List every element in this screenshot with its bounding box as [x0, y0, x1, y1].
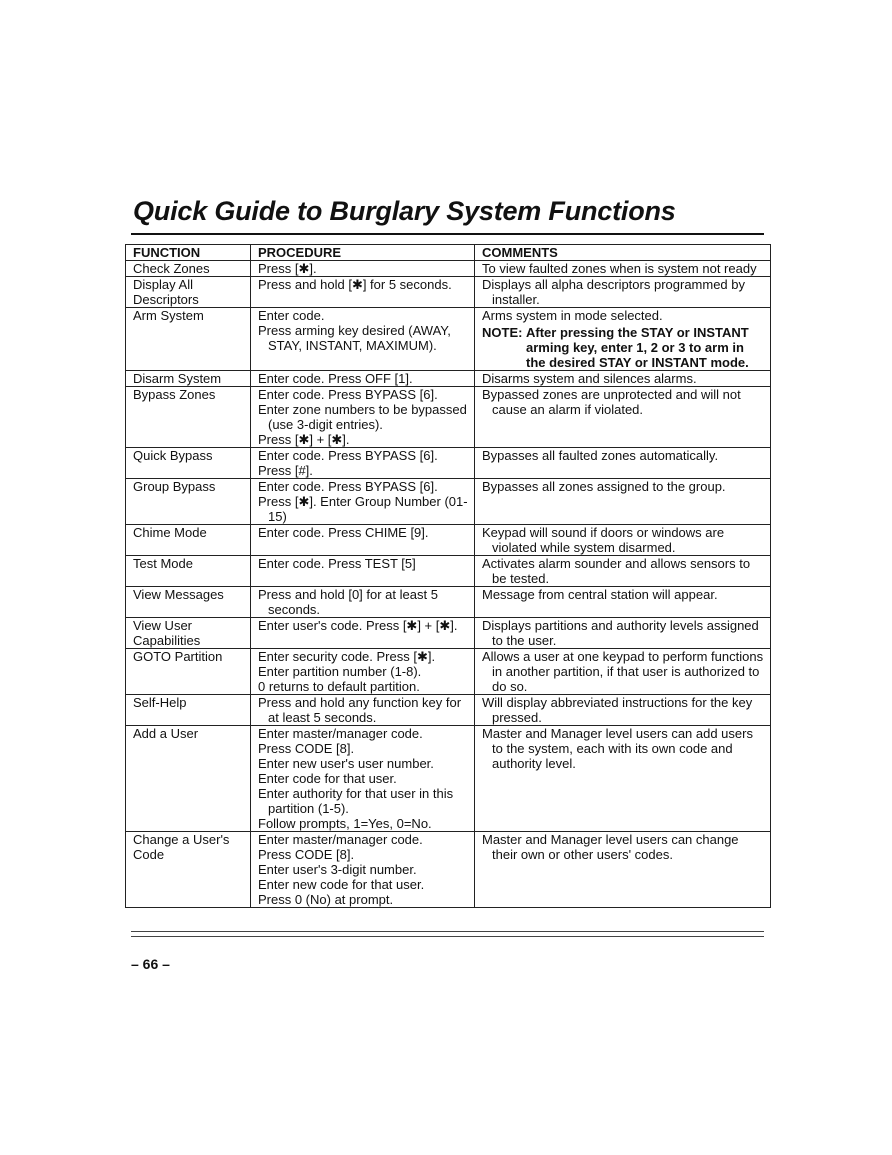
procedure-cell: [251, 261, 475, 277]
procedure-line: Enter code. Press BYPASS [6].: [258, 479, 438, 494]
procedure-cell: [251, 587, 475, 618]
function-cell: [126, 618, 251, 649]
comments-cell: [475, 479, 771, 525]
procedure-cell: [251, 556, 475, 587]
function-line: Code: [133, 847, 165, 862]
header-comments: COMMENTS: [475, 245, 771, 261]
comments-line: Activates alarm sounder and allows sensors to be tested.: [482, 556, 751, 586]
comments-line: To view faulted zones when is system not ready: [482, 261, 757, 276]
procedure-line: Enter code for that user.: [258, 771, 397, 786]
procedure-cell: [251, 525, 475, 556]
table-row: [126, 371, 771, 387]
comments-line: Bypassed zones are unprotected and will not cause an alarm if violated.: [482, 387, 741, 417]
function-line: Arm System: [133, 308, 204, 323]
note-line: After pressing the STAY or INSTANT: [526, 325, 749, 340]
function-cell: [126, 832, 251, 908]
note: [482, 325, 764, 370]
function-line: Change a User's: [133, 832, 230, 847]
procedure-cell: [251, 618, 475, 649]
procedure-line: Enter master/manager code.: [258, 726, 423, 741]
function-line: View User: [133, 618, 193, 633]
procedure-line: Press and hold [✱] for 5 seconds.: [258, 277, 452, 292]
comments-cell: [475, 308, 771, 371]
function-cell: [126, 261, 251, 277]
procedure-line: Enter security code. Press [✱].: [258, 649, 436, 664]
function-line: Descriptors: [133, 292, 199, 307]
procedure-line: Follow prompts, 1=Yes, 0=No.: [258, 816, 432, 831]
comments-line: Allows a user at one keypad to perform functions in another partition, if that user is authorized to do so.: [482, 649, 764, 694]
comments-cell: [475, 726, 771, 832]
table-row: [126, 556, 771, 587]
table-row: [126, 832, 771, 908]
function-line: GOTO Partition: [133, 649, 223, 664]
comments-cell: [475, 695, 771, 726]
comments-cell: [475, 556, 771, 587]
table-row: [126, 587, 771, 618]
table-row: [126, 695, 771, 726]
table-body: [126, 261, 771, 908]
function-line: Add a User: [133, 726, 199, 741]
function-line: Chime Mode: [133, 525, 207, 540]
comments-cell: [475, 371, 771, 387]
table-row: [126, 525, 771, 556]
function-cell: [126, 649, 251, 695]
function-cell: [126, 556, 251, 587]
header-procedure: PROCEDURE: [251, 245, 475, 261]
table-row: [126, 448, 771, 479]
function-cell: [126, 371, 251, 387]
function-cell: [126, 587, 251, 618]
comments-cell: [475, 277, 771, 308]
procedure-line: Enter code. Press OFF [1].: [258, 371, 413, 386]
function-line: Self-Help: [133, 695, 187, 710]
procedure-cell: [251, 277, 475, 308]
procedure-line: Enter code. Press CHIME [9].: [258, 525, 429, 540]
procedure-cell: [251, 726, 475, 832]
procedure-line: Enter authority for that user in this partition (1-5).: [258, 786, 454, 816]
procedure-line: Enter master/manager code.: [258, 832, 423, 847]
table-header-row: [126, 245, 771, 261]
procedure-line: Press [#].: [258, 463, 313, 478]
comments-line: Bypasses all faulted zones automatically.: [482, 448, 719, 463]
table-row: [126, 479, 771, 525]
comments-line: Master and Manager level users can add users to the system, each with its own code and authority level.: [482, 726, 753, 771]
procedure-line: Enter code. Press TEST [5]: [258, 556, 416, 571]
procedure-line: Enter zone numbers to be bypassed (use 3-digit entries).: [258, 402, 467, 432]
table-row: [126, 649, 771, 695]
function-cell: [126, 525, 251, 556]
procedure-line: Press 0 (No) at prompt.: [258, 892, 394, 907]
comments-cell: [475, 587, 771, 618]
procedure-cell: [251, 371, 475, 387]
title-rule: [131, 233, 764, 235]
functions-table: [125, 244, 771, 908]
procedure-cell: [251, 695, 475, 726]
comments-line: Will display abbreviated instructions for the key pressed.: [482, 695, 753, 725]
table-row: [126, 261, 771, 277]
procedure-line: Enter new user's user number.: [258, 756, 434, 771]
function-line: Display All: [133, 277, 193, 292]
comments-cell: [475, 649, 771, 695]
comments-line: Master and Manager level users can change their own or other users' codes.: [482, 832, 739, 862]
function-line: Disarm System: [133, 371, 222, 386]
table-row: [126, 618, 771, 649]
procedure-cell: [251, 387, 475, 448]
comments-line: Bypasses all zones assigned to the group.: [482, 479, 726, 494]
procedure-line: Enter code. Press BYPASS [6].: [258, 387, 438, 402]
comments-line: Arms system in mode selected.: [482, 308, 663, 323]
procedure-cell: [251, 649, 475, 695]
function-line: Bypass Zones: [133, 387, 216, 402]
procedure-line: Enter partition number (1-8).: [258, 664, 422, 679]
table-row: [126, 277, 771, 308]
function-line: Test Mode: [133, 556, 193, 571]
procedure-line: Enter user's 3-digit number.: [258, 862, 417, 877]
comments-line: Displays partitions and authority levels assigned to the user.: [482, 618, 759, 648]
procedure-line: Enter user's code. Press [✱] + [✱].: [258, 618, 458, 633]
procedure-line: Press arming key desired (AWAY, STAY, INSTANT, MAXIMUM).: [258, 323, 451, 353]
procedure-line: Enter code. Press BYPASS [6].: [258, 448, 438, 463]
page-number: – 66 –: [131, 956, 170, 972]
function-line: Group Bypass: [133, 479, 216, 494]
function-cell: [126, 277, 251, 308]
comments-cell: [475, 618, 771, 649]
table-row: [126, 387, 771, 448]
function-line: View Messages: [133, 587, 224, 602]
table-row: [126, 726, 771, 832]
comments-line: Keypad will sound if doors or windows are violated while system disarmed.: [482, 525, 725, 555]
procedure-line: Press CODE [8].: [258, 847, 355, 862]
procedure-cell: [251, 308, 475, 371]
footer-rule: [131, 931, 764, 937]
comments-cell: [475, 448, 771, 479]
function-line: Capabilities: [133, 633, 201, 648]
procedure-cell: [251, 479, 475, 525]
note-label: NOTE:: [482, 325, 523, 340]
procedure-line: Press [✱] + [✱].: [258, 432, 350, 447]
function-line: Quick Bypass: [133, 448, 213, 463]
procedure-line: Press CODE [8].: [258, 741, 355, 756]
comments-cell: [475, 832, 771, 908]
procedure-line: Enter new code for that user.: [258, 877, 425, 892]
function-cell: [126, 479, 251, 525]
function-cell: [126, 308, 251, 371]
procedure-line: Press [✱].: [258, 261, 317, 276]
comments-line: Disarms system and silences alarms.: [482, 371, 697, 386]
procedure-line: Press and hold [0] for at least 5 seconds.: [258, 587, 438, 617]
function-line: Check Zones: [133, 261, 210, 276]
function-cell: [126, 448, 251, 479]
function-cell: [126, 726, 251, 832]
procedure-cell: [251, 448, 475, 479]
procedure-cell: [251, 832, 475, 908]
note-line: arming key, enter 1, 2 or 3 to arm in: [526, 340, 744, 355]
comments-line: Displays all alpha descriptors programmed by installer.: [482, 277, 746, 307]
procedure-line: Press and hold any function key for at least 5 seconds.: [258, 695, 462, 725]
page-title: Quick Guide to Burglary System Functions: [133, 196, 676, 226]
comments-cell: [475, 261, 771, 277]
header-function: FUNCTION: [126, 245, 251, 261]
procedure-line: 0 returns to default partition.: [258, 679, 420, 694]
function-cell: [126, 695, 251, 726]
comments-cell: [475, 387, 771, 448]
procedure-line: Press [✱]. Enter Group Number (01-15): [258, 494, 468, 524]
procedure-line: Enter code.: [258, 308, 325, 323]
table-row: [126, 308, 771, 371]
function-cell: [126, 387, 251, 448]
comments-cell: [475, 525, 771, 556]
note-line: the desired STAY or INSTANT mode.: [526, 355, 749, 370]
comments-line: Message from central station will appear.: [482, 587, 718, 602]
